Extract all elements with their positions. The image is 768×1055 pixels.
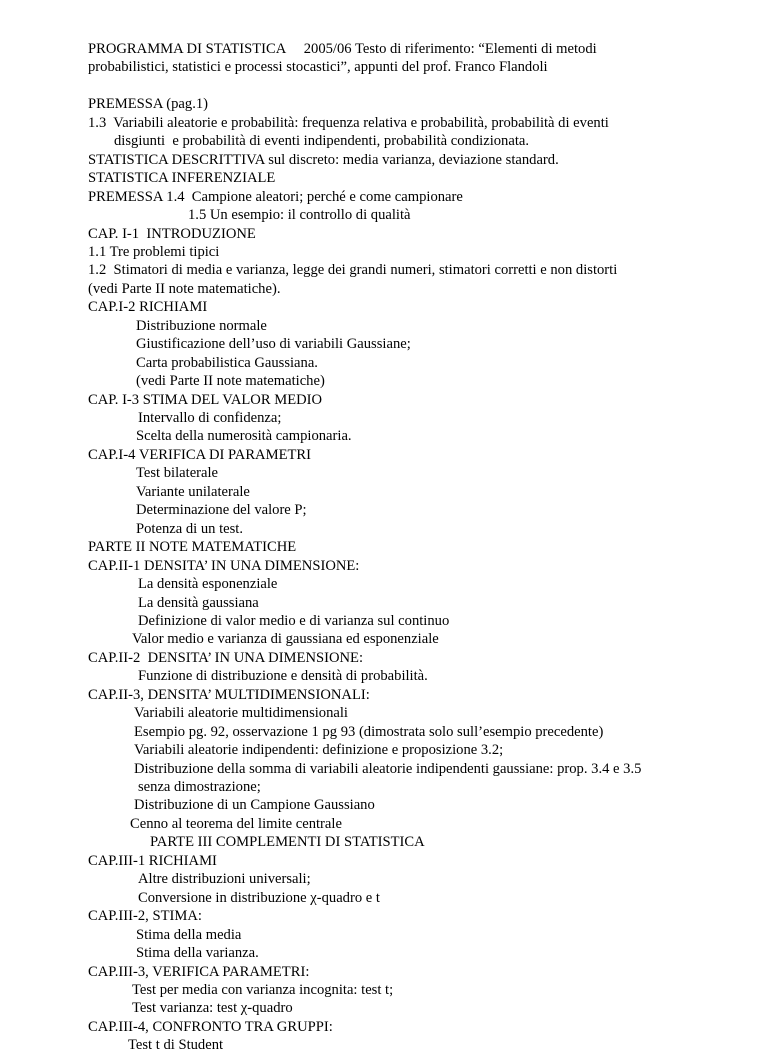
document-line: Cenno al teorema del limite centrale	[130, 815, 342, 832]
document-line: Carta probabilistica Gaussiana.	[136, 354, 318, 371]
document-line: PARTE III COMPLEMENTI DI STATISTICA	[150, 834, 425, 851]
document-line: Distribuzione di un Campione Gaussiano	[134, 797, 375, 814]
document-line: Giustificazione dell’uso di variabili Gaussiane;	[136, 336, 411, 353]
document-line: PREMESSA (pag.1)	[88, 96, 209, 113]
document-line: 1.1 Tre problemi tipici	[88, 243, 220, 260]
document-line: PREMESSA 1.4 Campione aleatori; perché e come campionare	[88, 188, 463, 205]
document-line: La densità esponenziale	[138, 576, 278, 593]
document-line: Scelta della numerosità campionaria.	[136, 428, 352, 445]
document-line: Intervallo di confidenza;	[138, 410, 282, 426]
document-line: CAP.II-3, DENSITA’ MULTIDIMENSIONALI:	[88, 686, 370, 703]
document-line: CAP.III-4, CONFRONTO TRA GRUPPI:	[88, 1018, 333, 1035]
document-line: (vedi Parte II note matematiche)	[136, 373, 325, 390]
document-line: 1.5 Un esempio: il controllo di qualità	[188, 207, 411, 224]
document-line: CAP.III-2, STIMA:	[88, 908, 202, 925]
document-line: CAP.II-1 DENSITA’ IN UNA DIMENSIONE:	[88, 557, 360, 574]
document-line: Test t di Student	[128, 1037, 224, 1054]
document-line: PROGRAMMA DI STATISTICA 2005/06 Testo di riferimento: “Elementi di metodi	[88, 41, 597, 57]
document-line: Potenza di un test.	[136, 520, 244, 537]
document-line: Esempio pg. 92, osservazione 1 pg 93 (dimostrata solo sull’esempio precedente)	[134, 723, 604, 740]
document-line: (vedi Parte II note matematiche).	[88, 280, 281, 297]
document-line: STATISTICA DESCRITTIVA sul discreto: media varianza, deviazione standard.	[88, 151, 559, 168]
document-line: CAP.I-4 VERIFICA DI PARAMETRI	[88, 446, 311, 463]
document-line: Distribuzione della somma di variabili aleatorie indipendenti gaussiane: prop. 3.4 e 3.5	[134, 760, 642, 777]
document-line: La densità gaussiana	[138, 594, 259, 611]
document-line: Funzione di distribuzione e densità di probabilità.	[138, 668, 428, 685]
document-line: senza dimostrazione;	[138, 779, 261, 795]
document-line: Distribuzione normale	[136, 317, 267, 334]
document-line: Stima della media	[136, 926, 242, 943]
document-line: Test varianza: test χ-quadro	[132, 1000, 293, 1017]
document-line: CAP.III-3, VERIFICA PARAMETRI:	[88, 963, 310, 980]
document-line: probabilistici, statistici e processi stocastici”, appunti del prof. Franco Flandoli	[88, 59, 548, 76]
document-line: Conversione in distribuzione χ-quadro e t	[138, 889, 380, 906]
document-line: Definizione di valor medio e di varianza sul continuo	[138, 612, 450, 629]
document-line: CAP. I-1 INTRODUZIONE	[88, 225, 256, 242]
document-line: Variabili aleatorie multidimensionali	[134, 705, 348, 722]
document-line: disgiunti e probabilità di eventi indipendenti, probabilità condizionata.	[114, 133, 530, 150]
document-line: Variante unilaterale	[136, 483, 250, 500]
document-line: Altre distribuzioni universali;	[138, 871, 311, 888]
document-line: Determinazione del valore P;	[136, 502, 307, 519]
document-line: STATISTICA INFERENZIALE	[88, 170, 276, 187]
document-line: Test per media con varianza incognita: test t;	[132, 981, 394, 998]
document-line: CAP.I-2 RICHIAMI	[88, 299, 208, 316]
document-line: Stima della varianza.	[136, 945, 259, 962]
document-line: PARTE II NOTE MATEMATICHE	[88, 539, 297, 556]
document-line: 1.3 Variabili aleatorie e probabilità: frequenza relativa e probabilità, probabilità di eventi	[88, 114, 609, 131]
document-line: CAP.III-1 RICHIAMI	[88, 852, 217, 869]
document-line: CAP.II-2 DENSITA’ IN UNA DIMENSIONE:	[88, 649, 364, 666]
document-line: Valor medio e varianza di gaussiana ed esponenziale	[132, 631, 439, 648]
document-line: Variabili aleatorie indipendenti: definizione e proposizione 3.2;	[134, 742, 504, 759]
document-line: Test bilaterale	[136, 465, 219, 482]
document-line: CAP. I-3 STIMA DEL VALOR MEDIO	[88, 391, 323, 408]
document-line: 1.2 Stimatori di media e varianza, legge dei grandi numeri, stimatori corretti e non distorti	[88, 262, 618, 279]
